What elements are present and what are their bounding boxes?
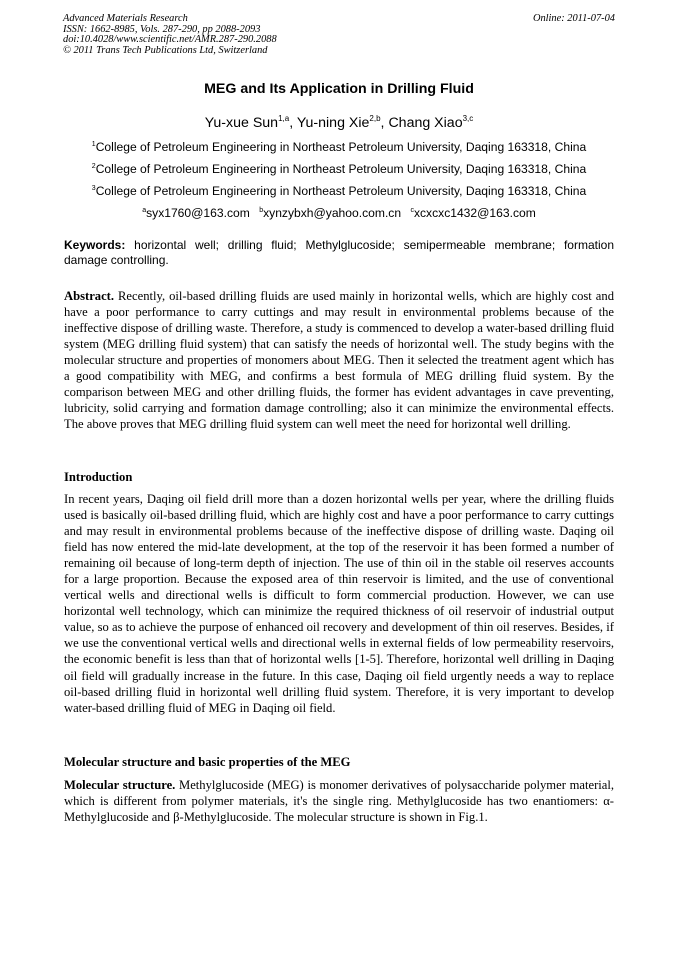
author-name: Chang Xiao <box>388 115 463 131</box>
affiliation-superscript: 3 <box>91 185 96 192</box>
online-date: Online: 2011-07-04 <box>532 13 615 24</box>
paper-title: MEG and Its Application in Drilling Fluid <box>204 81 474 97</box>
email-item <box>259 206 401 220</box>
email-text: xynzybxh@yahoo.com.cn <box>263 206 402 220</box>
issn-line: ISSN: 1662-8985, Vols. 287-290, pp 2088-2093 <box>63 23 261 35</box>
email-superscript: a <box>142 207 147 214</box>
author-separator: , <box>289 115 297 131</box>
keywords-paragraph <box>64 238 614 268</box>
email-text: xcxcxc1432@163.com <box>413 206 536 220</box>
affiliation-line <box>0 136 678 158</box>
doi-line: doi:10.4028/www.scientific.net/AMR.287-290.2088 <box>63 34 277 46</box>
journal-name: Advanced Materials Research <box>63 13 188 24</box>
affiliation-text: College of Petroleum Engineering in Northeast Petroleum University, Daqing 163318, China <box>95 140 587 154</box>
section-heading-molecular-structure: Molecular structure and basic properties of the MEG <box>64 755 351 769</box>
author-superscript: 1,a <box>278 114 290 123</box>
molecular-structure-paragraph <box>64 777 614 825</box>
subheading-molecular-structure: Molecular structure. <box>64 778 176 792</box>
copyright-line: © 2011 Trans Tech Publications Ltd, Switzerland <box>63 44 268 56</box>
author-superscript: 2,b <box>369 114 381 123</box>
keywords-label: Keywords: <box>64 238 126 252</box>
affiliation-superscript: 2 <box>91 163 96 170</box>
abstract-text: Recently, oil-based drilling fluids are used mainly in horizontal wells, which are highly cost and have a poor performance to carry cuttings and may result in environmental problems because of the ineffective dispose of drilling waste. Therefore, a study is commenced to develop a water-based drilling fluid system (MEG drilling fluid system) that can satisfy the needs of horizontal well. The study begins with the molecular structure and properties of monomers about MEG. Then it selected the treatment agent which has a good compatibility with MEG, and confirms a best formula of MEG drilling fluid system. By the comparison between MEG and other drilling fluids, the former has evident advantages in cave preventing, lubricity, solid carrying and formation damage controlling; also it can minimize the environmental effects. The above proves that MEG drilling fluid system can well meet the need for horizontal well drilling. <box>64 289 614 432</box>
keywords-text: horizontal well; drilling fluid; Methylglucoside; semipermeable membrane; formation damage controlling. <box>64 238 614 267</box>
email-superscript: c <box>410 207 414 214</box>
author-name: Yu-xue Sun <box>204 115 279 131</box>
section-heading-introduction: Introduction <box>64 470 133 484</box>
email-line <box>0 202 678 224</box>
email-text: syx1760@163.com <box>146 206 250 220</box>
affiliation-superscript: 1 <box>91 141 96 148</box>
author-list <box>0 115 678 132</box>
email-item <box>410 206 535 220</box>
author-name: Yu-ning Xie <box>296 115 370 131</box>
author-separator: , <box>380 115 389 131</box>
email-item <box>142 206 250 220</box>
introduction-paragraph: In recent years, Daqing oil field drill more than a dozen horizontal wells per year, where the drilling fluids used is basically oil-based drilling fluid, which are highly cost and have a poor performance to carry cuttings and may result in environmental problems because of the ineffective dispose of drilling waste. Daqing oil field has now entered the mid-late development, at the top of the reservoir it has been formed a number of remaining oil because of long-term depth of injection. The use of thin oil in the stable oil reserves accounts for a large proportion. Because the exposed area of thin reservoir is limited, and the use of conventional vertical wells and directional wells is difficult to form commercial production. However, we can use horizontal well technology, which can minimize the required thickness of oil reservoir of industrial output value, so as to achieve the purpose of enhanced oil recovery and development of thin oil reserves. Besides, if we use the conventional vertical wells and directional wells in external fields of low permeability reservoirs, the economic benefit is less than that of horizontal wells [1-5]. Therefore, horizontal well drilling in Daqing oil field will gradually increase in the future. In this case, Daqing oil field urgently needs a way to replace oil-based drilling fluid in horizontal well drilling fluid system. Therefore, it is very important to develop water-based drilling fluid of MEG in Daqing oil field. <box>64 492 614 715</box>
affiliation-line <box>0 158 678 180</box>
affiliations <box>0 136 678 224</box>
affiliation-line <box>0 180 678 202</box>
affiliation-text: College of Petroleum Engineering in Northeast Petroleum University, Daqing 163318, China <box>95 184 587 198</box>
email-superscript: b <box>259 207 264 214</box>
journal-header <box>63 14 277 56</box>
author-superscript: 3,c <box>462 114 474 123</box>
molecular-structure-text: Methylglucoside (MEG) is monomer derivatives of polysaccharide polymer material, which is different from polymer materials, it's the single ring. Methylglucoside has two enantiomers: α- Methylglucoside and β-Methylglucoside. The molecular structure is shown in Fig.1. <box>64 778 614 825</box>
abstract-paragraph <box>64 288 614 432</box>
abstract-label: Abstract. <box>64 289 115 303</box>
affiliation-text: College of Petroleum Engineering in Northeast Petroleum University, Daqing 163318, China <box>95 162 587 176</box>
